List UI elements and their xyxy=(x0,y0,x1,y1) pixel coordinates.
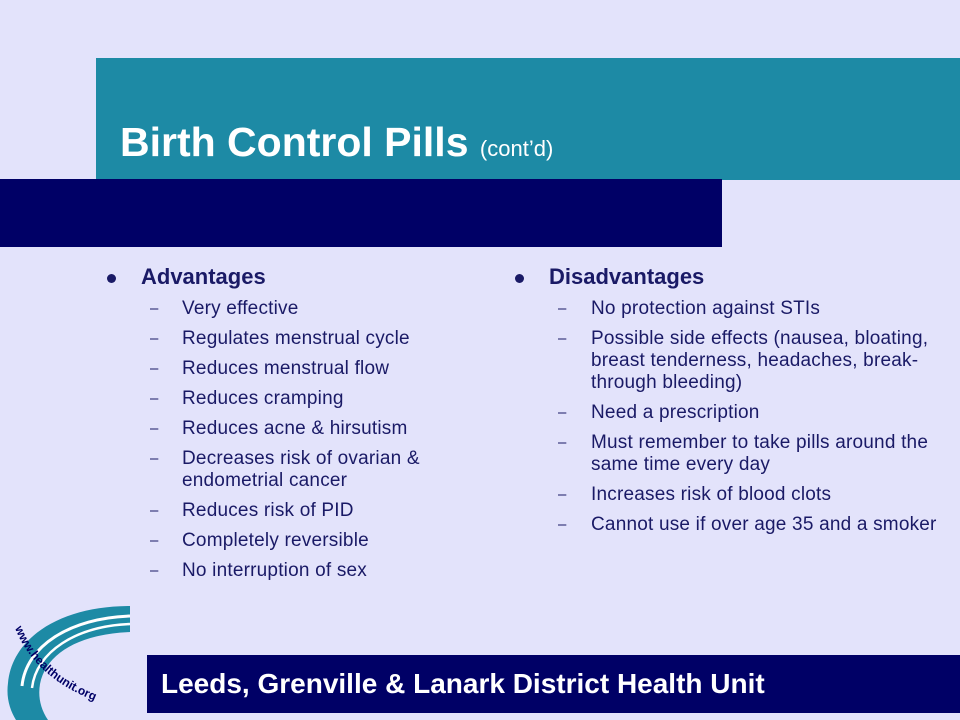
list-item xyxy=(510,402,950,424)
list-item-text: Reduces cramping xyxy=(182,388,344,409)
list-item xyxy=(102,388,487,410)
list-item xyxy=(510,514,950,536)
list-item-text: Very effective xyxy=(182,298,299,319)
dash-icon: – xyxy=(150,390,159,407)
dash-icon: – xyxy=(150,562,159,579)
list-item xyxy=(510,484,950,506)
slide-title-suffix: (cont’d) xyxy=(479,136,554,161)
list-item-text: Reduces menstrual flow xyxy=(182,358,390,379)
list-item xyxy=(102,448,487,492)
list-item-text: No interruption of sex xyxy=(182,560,367,581)
dash-icon: – xyxy=(558,300,567,317)
list-item-text: Reduces risk of PID xyxy=(182,500,354,521)
logo-url-textpath: www.healthunit.org xyxy=(12,623,99,704)
bullet-dot-icon xyxy=(107,274,116,283)
title-band-navy xyxy=(0,179,722,247)
dash-icon: – xyxy=(150,330,159,347)
slide-title-main: Birth Control Pills xyxy=(120,119,469,165)
list-item xyxy=(102,500,487,522)
list-item-text: Reduces acne & hirsutism xyxy=(182,418,408,439)
list-item xyxy=(102,530,487,552)
list-item xyxy=(102,328,487,350)
dash-icon: – xyxy=(150,300,159,317)
list-item-text: No protection against STIs xyxy=(591,298,821,319)
dash-icon: – xyxy=(150,532,159,549)
list-item-text: Regulates menstrual cycle xyxy=(182,328,410,349)
list-item-text: Completely reversible xyxy=(182,530,369,551)
dash-icon: – xyxy=(150,360,159,377)
list-item xyxy=(510,298,950,320)
dash-icon: – xyxy=(558,404,567,421)
health-unit-logo xyxy=(0,598,150,720)
disadvantages-list xyxy=(510,298,950,536)
list-item-text: Cannot use if over age 35 and a smoker xyxy=(591,514,937,535)
dash-icon: – xyxy=(558,516,567,533)
dash-icon: – xyxy=(558,434,567,451)
list-item-text: Increases risk of blood clots xyxy=(591,484,832,505)
dash-icon: – xyxy=(558,330,567,347)
list-item xyxy=(510,328,950,394)
footer-organization: Leeds, Grenville & Lanark District Health Unit xyxy=(161,668,765,699)
advantages-heading: Advantages xyxy=(141,264,266,289)
disadvantages-heading-row xyxy=(510,262,950,292)
dash-icon: – xyxy=(150,502,159,519)
dash-icon: – xyxy=(150,420,159,437)
list-item xyxy=(102,358,487,380)
list-item xyxy=(102,418,487,440)
bullet-dot-icon xyxy=(515,274,524,283)
list-item-text: Need a prescription xyxy=(591,402,760,423)
disadvantages-column xyxy=(510,262,950,544)
list-item xyxy=(510,432,950,476)
disadvantages-heading: Disadvantages xyxy=(549,264,705,289)
list-item xyxy=(102,298,487,320)
list-item-text: Must remember to take pills around the same time every day xyxy=(591,432,929,475)
dash-icon: – xyxy=(150,450,159,467)
advantages-heading-row xyxy=(102,262,487,292)
slide-title xyxy=(120,119,554,165)
advantages-column xyxy=(102,262,487,590)
logo-swoosh-icon xyxy=(7,606,130,720)
footer-bar xyxy=(147,655,960,713)
dash-icon: – xyxy=(558,486,567,503)
list-item xyxy=(102,560,487,582)
advantages-list xyxy=(102,298,487,582)
list-item-text: Possible side effects (nausea, bloating, breast tenderness, headaches, break-through bleeding) xyxy=(591,328,929,393)
list-item-text: Decreases risk of ovarian & endometrial cancer xyxy=(182,448,420,491)
